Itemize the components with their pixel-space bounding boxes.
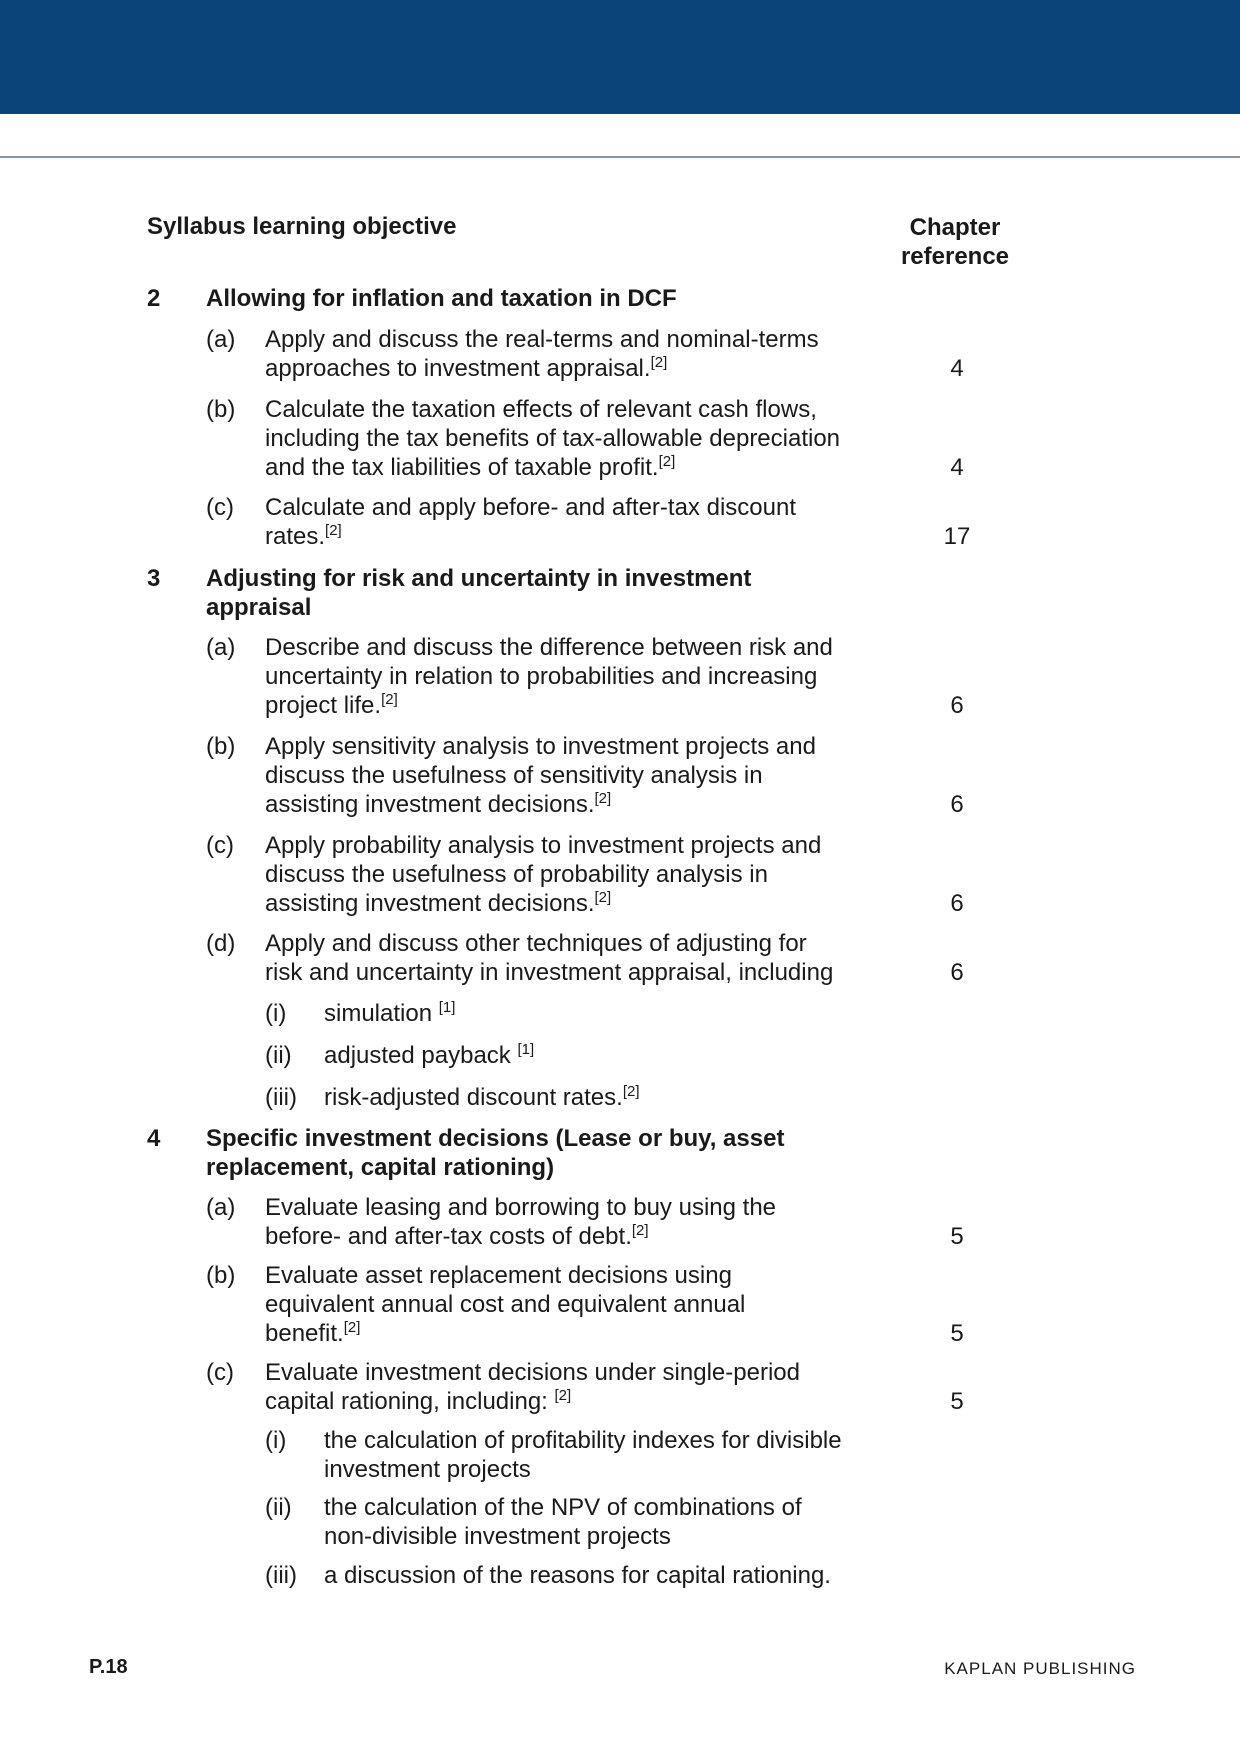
chapter-reference: 5 bbox=[950, 1223, 964, 1250]
level-mark: [2] bbox=[343, 1319, 361, 1336]
objective-line: Calculate and apply before- and after-tax discount bbox=[265, 494, 796, 521]
objective-line: including the tax benefits of tax-allowable depreciation bbox=[265, 425, 841, 452]
item-letter: (b) bbox=[206, 733, 236, 760]
objective-text bbox=[265, 732, 816, 819]
sub-item-text: risk-adjusted discount rates.[2] bbox=[324, 1083, 640, 1111]
sub-item-line: investment projects bbox=[324, 1456, 531, 1483]
sub-item-numeral: (i) bbox=[265, 1000, 287, 1027]
level-mark: [2] bbox=[594, 889, 612, 906]
objective-text bbox=[265, 929, 833, 987]
objective-line: before- and after-tax costs of debt.[2] bbox=[265, 1222, 649, 1250]
chapter-reference: 17 bbox=[943, 523, 971, 550]
sub-item-text: adjusted payback [1] bbox=[324, 1041, 535, 1069]
sub-item-text: simulation [1] bbox=[324, 999, 456, 1027]
sub-item-numeral: (ii) bbox=[265, 1494, 292, 1521]
section-title: Allowing for inflation and taxation in DCF bbox=[206, 285, 677, 312]
level-mark: [2] bbox=[554, 1387, 572, 1404]
objective-text bbox=[265, 633, 833, 720]
objective-line: discuss the usefulness of probability analysis in bbox=[265, 861, 768, 888]
objective-line: assisting investment decisions.[2] bbox=[265, 790, 612, 818]
sub-item-text bbox=[324, 1426, 842, 1484]
objective-line: approaches to investment appraisal.[2] bbox=[265, 354, 668, 382]
chapter-reference: 5 bbox=[950, 1320, 964, 1347]
section-title bbox=[206, 1124, 784, 1182]
item-letter: (b) bbox=[206, 396, 236, 423]
objective-text bbox=[265, 1358, 800, 1416]
objective-line: risk and uncertainty in investment appraisal, including bbox=[265, 959, 834, 986]
item-letter: (b) bbox=[206, 1262, 236, 1289]
objective-line: benefit.[2] bbox=[265, 1319, 361, 1347]
sub-item-numeral: (ii) bbox=[265, 1042, 292, 1069]
objective-line: rates.[2] bbox=[265, 522, 342, 550]
level-mark: [2] bbox=[381, 691, 398, 708]
column-header-chapter bbox=[880, 213, 1030, 271]
item-letter: (c) bbox=[206, 494, 234, 521]
objective-line: Apply and discuss the real-terms and nominal-terms bbox=[265, 326, 819, 353]
objective-line: Evaluate investment decisions under single-period bbox=[265, 1359, 800, 1386]
level-mark: [2] bbox=[631, 1222, 649, 1239]
chapter-reference: 4 bbox=[950, 454, 964, 481]
chapter-reference: 6 bbox=[950, 692, 964, 719]
item-letter: (a) bbox=[206, 634, 236, 661]
section-title-line: appraisal bbox=[206, 594, 312, 621]
section-number: 4 bbox=[147, 1125, 161, 1152]
sub-item-text bbox=[324, 1493, 802, 1551]
sub-item-numeral: (i) bbox=[265, 1427, 287, 1454]
chapter-reference: 6 bbox=[950, 890, 964, 917]
item-letter: (c) bbox=[206, 1359, 234, 1386]
sub-item-numeral: (iii) bbox=[265, 1562, 297, 1589]
objective-line: equivalent annual cost and equivalent annual bbox=[265, 1291, 746, 1318]
section-title bbox=[206, 564, 751, 622]
column-header-objective: Syllabus learning objective bbox=[147, 213, 457, 240]
item-letter: (a) bbox=[206, 326, 236, 353]
level-mark: [1] bbox=[517, 1041, 535, 1058]
objective-line: project life.[2] bbox=[265, 691, 398, 719]
section-title-line: Specific investment decisions (Lease or buy, asset bbox=[206, 1125, 785, 1152]
item-letter: (d) bbox=[206, 930, 236, 957]
level-mark: [2] bbox=[622, 1083, 640, 1100]
chapter-reference: 6 bbox=[950, 791, 964, 818]
objective-line: Apply and discuss other techniques of adjusting for bbox=[265, 930, 807, 957]
section-title-line: Adjusting for risk and uncertainty in investment bbox=[206, 565, 752, 592]
sub-item-text bbox=[324, 1561, 831, 1590]
objective-line: and the tax liabilities of taxable profit.[2] bbox=[265, 453, 676, 481]
objective-text bbox=[265, 325, 819, 383]
objective-line: Describe and discuss the difference between risk and bbox=[265, 634, 833, 661]
sub-item-line: a discussion of the reasons for capital rationing. bbox=[324, 1562, 831, 1589]
section-number: 2 bbox=[147, 285, 161, 312]
header-rule bbox=[0, 156, 1240, 158]
chapter-reference: 5 bbox=[950, 1388, 964, 1415]
chapter-reference: 4 bbox=[950, 355, 964, 382]
objective-line: Calculate the taxation effects of relevant cash flows, bbox=[265, 396, 817, 423]
sub-item-line: the calculation of the NPV of combinations of bbox=[324, 1494, 802, 1521]
objective-text bbox=[265, 1261, 745, 1348]
objective-line: Apply sensitivity analysis to investment projects and bbox=[265, 733, 816, 760]
level-mark: [1] bbox=[438, 999, 456, 1016]
section-number: 3 bbox=[147, 565, 161, 592]
objective-text bbox=[265, 395, 840, 482]
chapter-reference: 6 bbox=[950, 959, 964, 986]
section-title-line: replacement, capital rationing) bbox=[206, 1154, 555, 1181]
objective-text bbox=[265, 1193, 776, 1251]
level-mark: [2] bbox=[658, 453, 676, 470]
header-band bbox=[0, 0, 1240, 114]
publisher-name: KAPLAN PUBLISHING bbox=[944, 1659, 1136, 1678]
column-header-chapter-line2: reference bbox=[900, 243, 1010, 270]
objective-text bbox=[265, 831, 821, 918]
sub-item-line: the calculation of profitability indexes for divisible bbox=[324, 1427, 842, 1454]
objective-line: uncertainty in relation to probabilities and increasing bbox=[265, 663, 818, 690]
level-mark: [2] bbox=[650, 354, 668, 371]
objective-line: discuss the usefulness of sensitivity analysis in bbox=[265, 762, 763, 789]
level-mark: [2] bbox=[594, 790, 612, 807]
item-letter: (a) bbox=[206, 1194, 236, 1221]
objective-text bbox=[265, 493, 796, 551]
level-mark: [2] bbox=[325, 522, 342, 539]
page-number: P.18 bbox=[89, 1656, 128, 1678]
objective-line: capital rationing, including: [2] bbox=[265, 1387, 572, 1415]
objective-line: Apply probability analysis to investment projects and bbox=[265, 832, 822, 859]
sub-item-numeral: (iii) bbox=[265, 1084, 297, 1111]
sub-item-line: non-divisible investment projects bbox=[324, 1523, 671, 1550]
objective-line: Evaluate leasing and borrowing to buy using the bbox=[265, 1194, 777, 1221]
column-header-chapter-line1: Chapter bbox=[909, 214, 1001, 241]
objective-line: assisting investment decisions.[2] bbox=[265, 889, 612, 917]
item-letter: (c) bbox=[206, 832, 234, 859]
objective-line: Evaluate asset replacement decisions using bbox=[265, 1262, 732, 1289]
